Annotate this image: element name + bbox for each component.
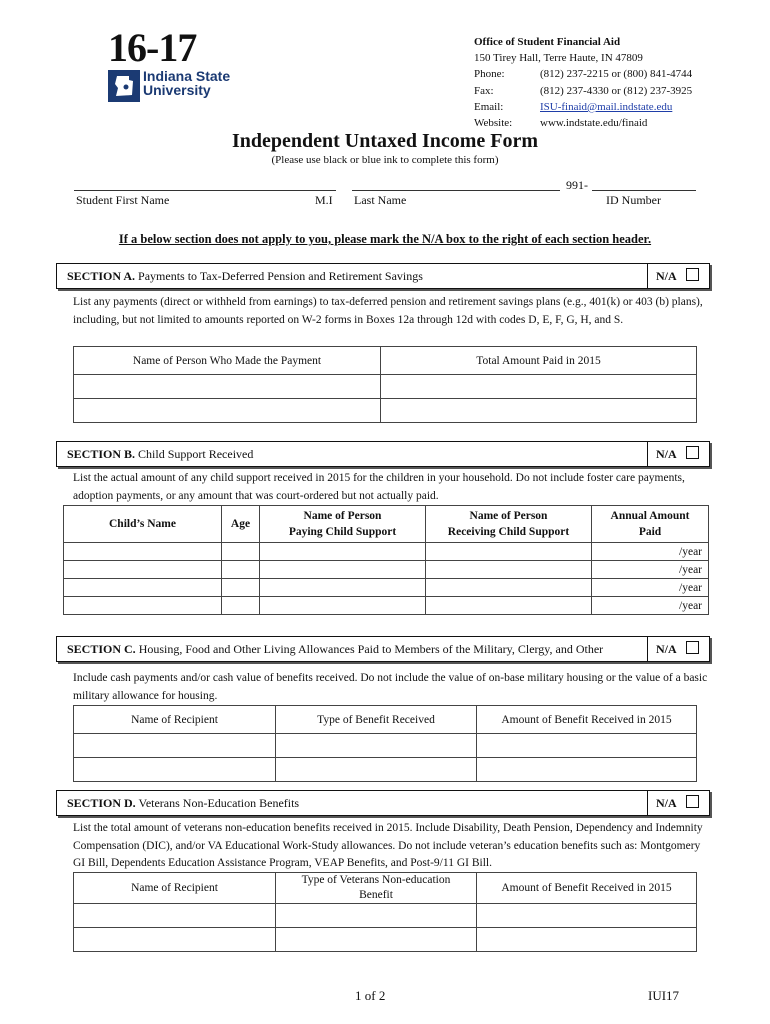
na-label: N/A	[656, 642, 677, 656]
email-label: Email:	[474, 100, 504, 113]
form-title: Independent Untaxed Income Form	[231, 130, 539, 152]
section-a-header: SECTION A. Payments to Tax-Deferred Pension and Retirement Savings N/A	[56, 263, 710, 289]
na-label: N/A	[656, 447, 677, 461]
col-header: Type of Benefit Received	[276, 706, 477, 734]
section-c-table	[73, 705, 697, 782]
table-cell[interactable]	[260, 579, 426, 597]
table-cell[interactable]	[74, 928, 276, 952]
section-d-na-checkbox[interactable]	[686, 795, 699, 808]
table-cell[interactable]	[260, 543, 426, 561]
table-cell[interactable]	[426, 561, 592, 579]
table-cell[interactable]	[381, 399, 697, 423]
col-header: Amount of Benefit Received in 2015	[477, 706, 697, 734]
section-c-instructions: Include cash payments and/or cash value of benefits received. Do not include the value of on-base military housing or the value of a basic military allowance for housing.	[73, 672, 708, 702]
first-name-label: Student First Name	[76, 193, 170, 207]
table-cell[interactable]	[381, 375, 697, 399]
col-header: Annual Amount Paid	[592, 506, 709, 543]
id-number-line[interactable]	[592, 190, 696, 191]
table-cell[interactable]	[222, 561, 260, 579]
table-cell[interactable]	[74, 904, 276, 928]
col-header: Name of Person Receiving Child Support	[426, 506, 592, 543]
office-contact-block	[474, 34, 692, 131]
fax-value: (812) 237-4330 or (812) 237-3925	[540, 84, 693, 97]
office-title: Office of Student Financial Aid	[474, 36, 621, 48]
col-header: Name of Recipient	[74, 873, 276, 904]
table-cell[interactable]	[426, 597, 592, 615]
per-year-cell[interactable]: /year	[592, 579, 709, 597]
col-header: Age	[222, 506, 260, 543]
per-year-cell[interactable]: /year	[592, 561, 709, 579]
form-code: IUI17	[648, 988, 680, 1003]
table-cell[interactable]	[64, 561, 222, 579]
table-cell[interactable]	[260, 561, 426, 579]
table-cell[interactable]	[74, 375, 381, 399]
section-b-na-checkbox[interactable]	[686, 446, 699, 459]
fax-label: Fax:	[474, 84, 494, 97]
last-name-label: Last Name	[354, 193, 407, 207]
university-logo-text: Indiana State University	[143, 68, 231, 98]
table-cell[interactable]	[477, 758, 697, 782]
table-cell[interactable]	[74, 399, 381, 423]
table-cell[interactable]	[64, 579, 222, 597]
section-a-na-checkbox[interactable]	[686, 268, 699, 281]
na-label: N/A	[656, 269, 677, 283]
na-instructions: If a below section does not apply to you, please mark the N/A box to the right of each section header.	[118, 232, 652, 246]
section-d-header: SECTION D. Veterans Non-Education Benefits N/A	[56, 790, 710, 816]
last-name-line[interactable]	[352, 190, 560, 191]
col-header: Child’s Name	[64, 506, 222, 543]
table-cell[interactable]	[222, 597, 260, 615]
id-prefix: 991-	[566, 178, 588, 192]
table-cell[interactable]	[426, 579, 592, 597]
table-cell[interactable]	[276, 928, 477, 952]
table-cell[interactable]	[222, 543, 260, 561]
col-header: Name of Person Who Made the Payment	[74, 347, 381, 375]
section-a-instructions: List any payments (direct or withheld from earnings) to tax-deferred pension and retirement savings plans (e.g., 401(k) or 403 (b) plans), including, but not limited to amounts reported on W-2 forms in Boxes 12a through 12d with codes D, E, F, G, H, and S.	[73, 296, 703, 326]
first-name-line[interactable]	[74, 190, 336, 191]
section-b-table	[63, 505, 709, 615]
col-header: Total Amount Paid in 2015	[381, 347, 697, 375]
table-cell[interactable]	[276, 734, 477, 758]
table-cell[interactable]	[477, 928, 697, 952]
section-b-instructions: List the actual amount of any child support received in 2015 for the children in your household. Do not include foster care payments, adoption payments, or any amount that was court-ordered but not actually paid.	[73, 472, 685, 502]
page-number: 1 of 2	[355, 988, 386, 1003]
table-cell[interactable]	[64, 597, 222, 615]
phone-value: (812) 237-2215 or (800) 841-4744	[540, 68, 693, 81]
col-header: Amount of Benefit Received in 2015	[477, 873, 697, 904]
section-b-header: SECTION B. Child Support Received N/A	[56, 441, 710, 467]
col-header: Name of Recipient	[74, 706, 276, 734]
table-cell[interactable]	[477, 904, 697, 928]
office-address: 150 Tirey Hall, Terre Haute, IN 47809	[474, 52, 643, 65]
table-cell[interactable]	[426, 543, 592, 561]
col-header: Type of Veterans Non-education Benefit	[276, 873, 477, 904]
section-d-instructions: List the total amount of veterans non-education benefits received in 2015. Include Disability, Death Pension, Dependency and Indemnity Compensation (DIC), and/or VA Educational Work-Study allowances. Do not include veteran’s education benefits such as: Montgomery GI Bill, Dependents Education Assistance Program, VEAP Benefits, and Post-9/11 GI Bill.	[73, 822, 703, 869]
website-label: Website:	[474, 117, 513, 130]
website-value: www.indstate.edu/finaid	[540, 117, 648, 130]
table-cell[interactable]	[276, 758, 477, 782]
per-year-cell[interactable]: /year	[592, 597, 709, 615]
table-cell[interactable]	[222, 579, 260, 597]
table-cell[interactable]	[74, 758, 276, 782]
form-subtitle: (Please use black or blue ink to complete this form)	[271, 154, 499, 166]
table-cell[interactable]	[276, 904, 477, 928]
table-cell[interactable]	[74, 734, 276, 758]
section-c-header: SECTION C. Housing, Food and Other Living Allowances Paid to Members of the Military, Clergy, and Other N/A	[56, 636, 710, 662]
section-d-table	[73, 872, 697, 952]
table-cell[interactable]	[260, 597, 426, 615]
section-a-table	[73, 346, 697, 423]
col-header: Name of Person Paying Child Support	[260, 506, 426, 543]
indiana-state-logo-icon	[108, 70, 140, 102]
section-c-na-checkbox[interactable]	[686, 641, 699, 654]
id-number-label: ID Number	[606, 193, 661, 207]
phone-label: Phone:	[474, 68, 505, 81]
email-link[interactable]: ISU-finaid@mail.indstate.edu	[540, 100, 673, 113]
table-cell[interactable]	[64, 543, 222, 561]
na-label: N/A	[656, 796, 677, 810]
table-cell[interactable]	[477, 734, 697, 758]
mi-label: M.I	[315, 193, 333, 207]
form-year: 16-17	[108, 25, 197, 70]
per-year-cell[interactable]: /year	[592, 543, 709, 561]
